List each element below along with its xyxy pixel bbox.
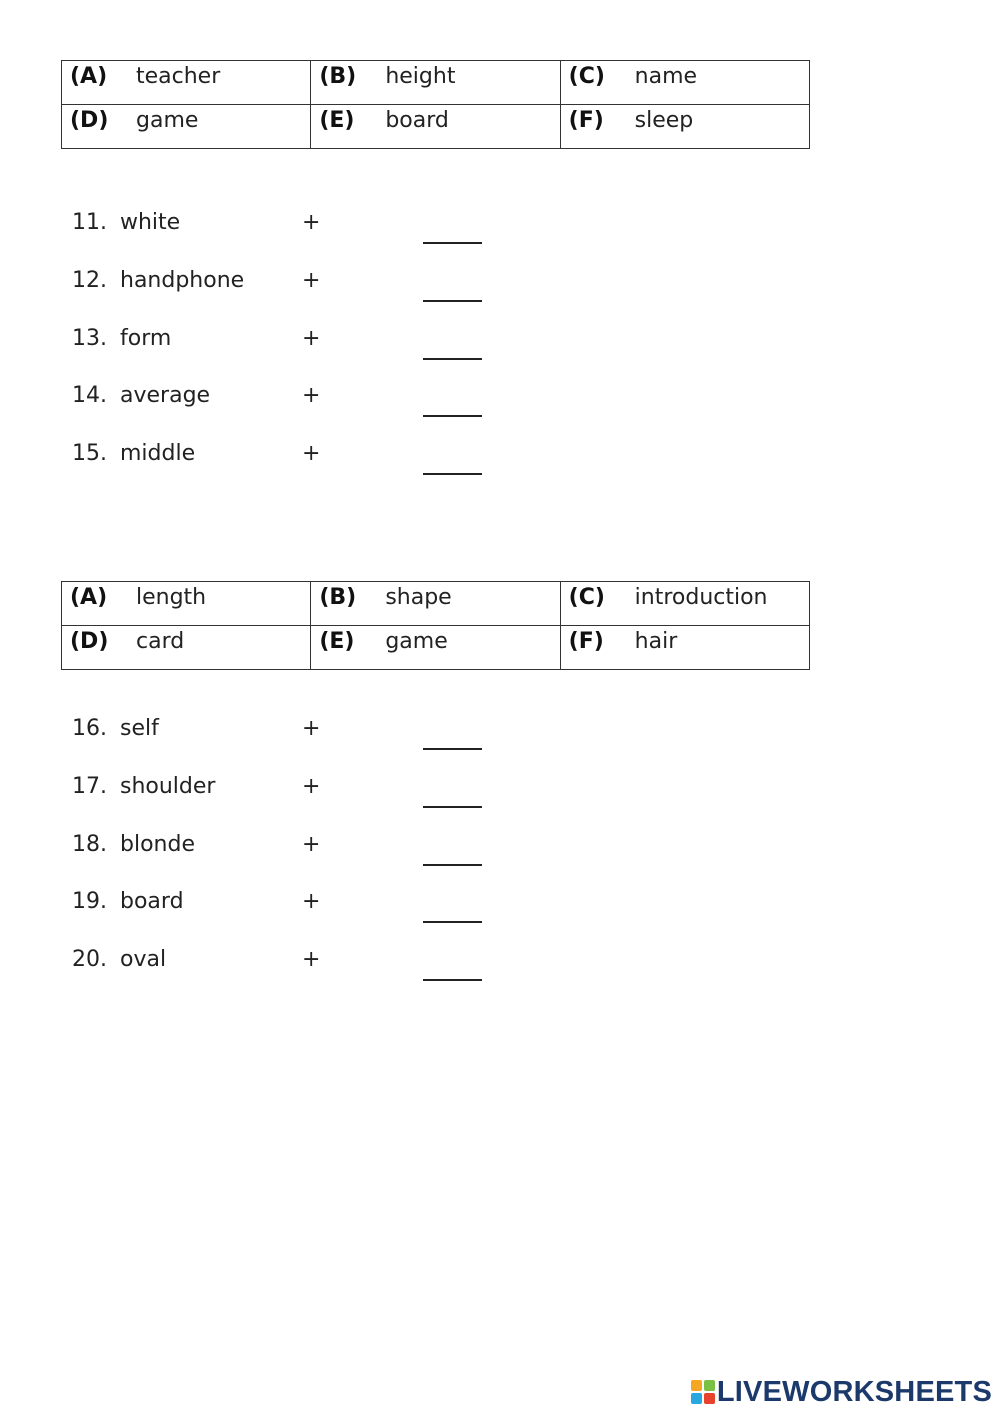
question-number: 12. [72,267,107,293]
answer-input-12[interactable] [423,280,482,302]
logo-square-4 [704,1393,715,1404]
logo-square-1 [691,1380,702,1391]
question-word: self [120,716,159,741]
question-number: 19. [72,889,107,915]
word-bank-row [62,626,810,670]
logo-square-3 [691,1393,702,1404]
word-bank-cell-f [560,626,809,670]
liveworksheets-logo-icon [691,1380,715,1404]
option-letter: (C) [568,64,605,89]
word-bank-row [62,105,810,149]
question-word: form [120,325,172,351]
question-word: blonde [120,831,195,857]
plus-sign: + [302,831,321,857]
question-word: board [120,889,184,915]
word-bank-table-2 [61,581,810,670]
word-bank-cell-b [311,582,560,626]
word-bank-cell-e [311,626,560,670]
option-word: length [136,585,207,610]
option-word: name [634,64,698,89]
logo-square-2 [704,1380,715,1391]
answer-input-13[interactable] [423,338,482,360]
option-word: height [385,64,456,89]
option-word: introduction [634,585,768,610]
option-word: game [136,108,199,133]
answer-input-11[interactable] [423,222,482,244]
word-bank-cell-c [560,61,809,105]
question-number: 16. [72,716,107,741]
word-bank-cell-e [311,105,560,149]
plus-sign: + [302,210,321,235]
option-letter: (F) [568,108,604,133]
option-letter: (D) [70,629,109,654]
plus-sign: + [302,947,321,972]
option-letter: (C) [568,585,605,610]
question-number: 17. [72,773,107,799]
word-bank-cell-f [560,105,809,149]
option-letter: (F) [568,629,604,654]
option-letter: (E) [319,629,355,654]
answer-input-17[interactable] [423,786,482,808]
word-bank-table-1 [61,60,810,149]
option-word: board [385,108,449,133]
question-number: 11. [72,210,107,235]
word-bank-cell-a [62,61,311,105]
word-bank-cell-a [62,582,311,626]
brand-text: LIVEWORKSHEETS [716,1375,992,1408]
plus-sign: + [302,441,321,466]
question-word: white [120,210,181,235]
question-number: 14. [72,383,107,409]
plus-sign: + [302,383,321,409]
option-letter: (A) [70,64,108,89]
option-letter: (E) [319,108,355,133]
question-word: oval [120,947,167,972]
question-word: average [120,383,211,409]
word-bank-row [62,582,810,626]
question-word: shoulder [120,773,216,799]
word-bank-cell-c [560,582,809,626]
question-number: 15. [72,441,107,466]
option-word: teacher [136,64,221,89]
word-bank-row [62,61,810,105]
liveworksheets-watermark [691,1375,992,1409]
answer-input-16[interactable] [423,728,482,750]
option-word: card [136,629,185,654]
plus-sign: + [302,325,321,351]
question-word: handphone [120,267,245,293]
plus-sign: + [302,889,321,915]
answer-input-20[interactable] [423,959,482,981]
answer-input-19[interactable] [423,901,482,923]
option-letter: (D) [70,108,109,133]
option-word: sleep [634,108,694,133]
answer-input-15[interactable] [423,453,482,475]
question-number: 20. [72,947,107,972]
option-letter: (A) [70,585,108,610]
question-number: 18. [72,831,107,857]
word-bank-cell-d [62,626,311,670]
plus-sign: + [302,716,321,741]
question-word: middle [120,441,196,466]
option-letter: (B) [319,64,357,89]
option-letter: (B) [319,585,357,610]
plus-sign: + [302,267,321,293]
plus-sign: + [302,773,321,799]
answer-input-18[interactable] [423,844,482,866]
option-word: game [385,629,448,654]
word-bank-cell-b [311,61,560,105]
option-word: hair [634,629,678,654]
option-word: shape [385,585,452,610]
word-bank-cell-d [62,105,311,149]
question-number: 13. [72,325,107,351]
answer-input-14[interactable] [423,395,482,417]
